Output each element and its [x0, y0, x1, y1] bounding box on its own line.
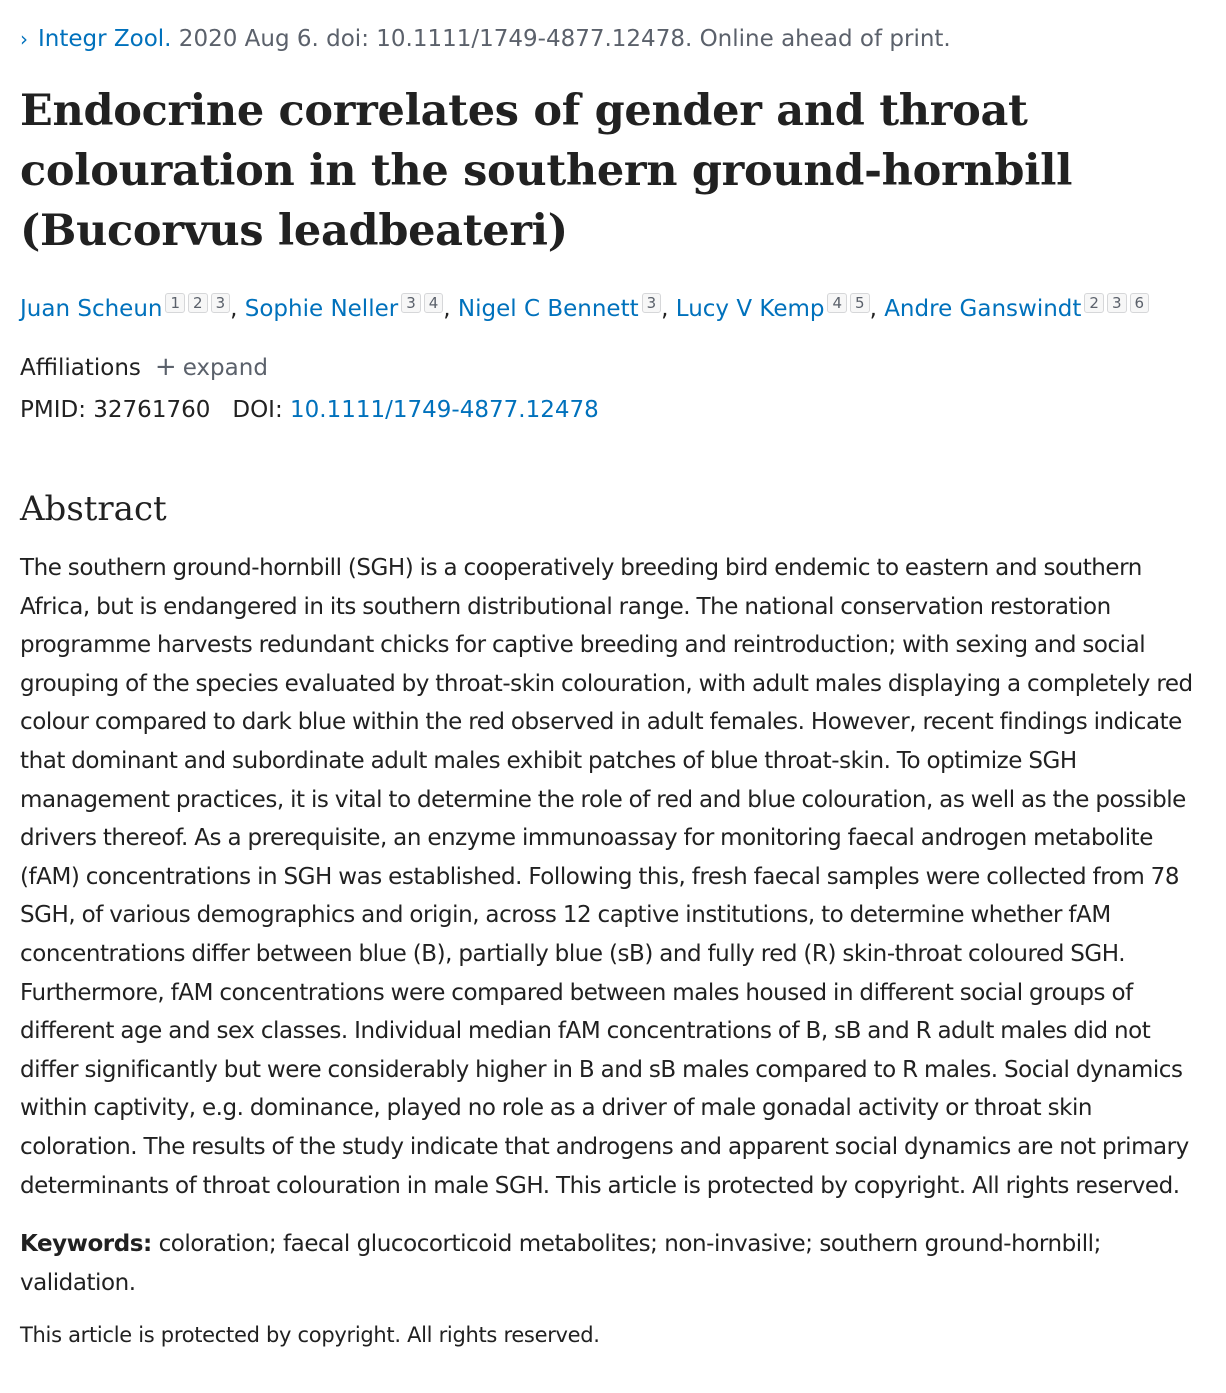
affiliation-ref[interactable]: 2 [188, 293, 208, 313]
citation-line [20, 0, 1206, 53]
pmid-value: 32761760 [93, 397, 211, 423]
citation-details: 2020 Aug 6. doi: 10.1111/1749-4877.12478. Online ahead of print. [171, 26, 951, 52]
expand-affiliations-button[interactable] [154, 352, 268, 382]
author-link[interactable]: Andre Ganswindt [884, 296, 1082, 322]
doi-label: DOI: [232, 397, 283, 423]
affiliation-ref[interactable]: 4 [827, 293, 847, 313]
affiliation-ref[interactable]: 4 [424, 293, 444, 313]
article-title: Endocrine correlates of gender and throat colouration in the southern ground-hornbill (Bucorvus leadbeateri) [20, 86, 1073, 256]
affiliation-ref[interactable]: 3 [401, 293, 421, 313]
pmid-label: PMID: [20, 397, 86, 423]
affiliation-ref[interactable]: 3 [642, 293, 662, 313]
chevron-right-icon[interactable]: › [20, 27, 28, 51]
affiliation-ref[interactable]: 6 [1130, 293, 1150, 313]
plus-icon: + [154, 352, 177, 382]
author-link[interactable]: Nigel C Bennett [457, 296, 639, 322]
abstract-text: The southern ground-hornbill (SGH) is a cooperatively breeding bird endemic to eastern and southern Africa, but is endangered in its southern distributional range. The national conservation restoration programme harvests redundant chicks for captive breeding and reintroduction; with sexing and social grouping of the species evaluated by throat-skin colouration, with adult males displaying a completely red colour compared to dark blue within the red observed in adult females. However, recent findings indicate that dominant and subordinate adult males exhibit patches of blue throat-skin. To optimize SGH management practices, it is vital to determine the role of red and blue colouration, as well as the possible drivers thereof. As a prerequisite, an enzyme immunoassay for monitoring faecal androgen metabolite (fAM) concentrations in SGH was established. Following this, fresh faecal samples were collected from 78 SGH, of various demographics and origin, across 12 captive institutions, to determine whether fAM concentrations differ between blue (B), partially blue (sB) and fully red (R) skin-throat coloured SGH. Furthermore, fAM concentrations were compared between males housed in different social groups of different age and sex classes. Individual median fAM concentrations of B, sB and R adult males did not differ significantly but were considerably higher in B and sB males compared to R males. Social dynamics within captivity, e.g. dominance, played no role as a driver of male gonadal activity or throat skin coloration. The results of the study indicate that androgens and apparent social dynamics are not primary determinants of throat colouration in male SGH. This article is protected by copyright. All rights reserved. [20, 555, 1193, 1199]
affiliation-ref[interactable]: 3 [1107, 293, 1127, 313]
keywords [20, 1225, 1206, 1302]
journal-link[interactable]: Integr Zool. [38, 26, 172, 52]
expand-label: expand [182, 355, 268, 381]
affiliations-label: Affiliations [20, 355, 141, 381]
keywords-text: coloration; faecal glucocorticoid metabolites; non-invasive; southern ground-hornbill; validation. [20, 1231, 1101, 1296]
affiliation-ref[interactable]: 1 [165, 293, 185, 313]
author-link[interactable]: Lucy V Kemp [675, 296, 825, 322]
affiliation-ref[interactable]: 5 [850, 293, 870, 313]
copyright-notice: This article is protected by copyright. All rights reserved. [20, 1323, 600, 1348]
affiliation-ref[interactable]: 2 [1084, 293, 1104, 313]
author-link[interactable]: Juan Scheun [20, 296, 163, 322]
abstract-heading: Abstract [20, 489, 167, 529]
affiliation-ref[interactable]: 3 [211, 293, 231, 313]
doi-link[interactable]: 10.1111/1749-4877.12478 [290, 397, 599, 423]
author-link[interactable]: Sophie Neller [244, 296, 399, 322]
affiliations-row [20, 352, 1206, 383]
identifiers-row [20, 395, 1206, 425]
author-list: Juan Scheun 1 2 3 , Sophie Neller 3 4 , Nigel C Bennett 3 , Lucy V Kemp 4 5 , Andre Ganswindt 2 3 6 [20, 293, 1206, 324]
keywords-label: Keywords: [20, 1231, 152, 1258]
